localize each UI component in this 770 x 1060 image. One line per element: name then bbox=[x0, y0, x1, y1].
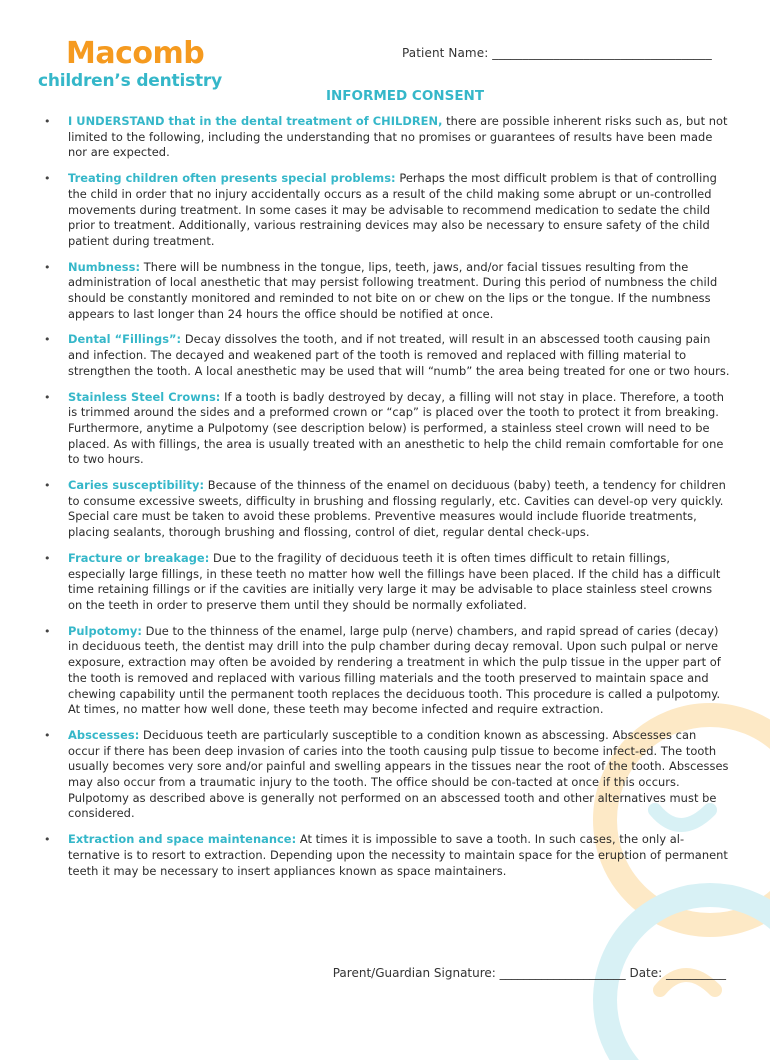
item-heading: Caries susceptibility: bbox=[68, 478, 205, 493]
bullet-icon: • bbox=[44, 333, 51, 347]
list-item bbox=[40, 390, 730, 469]
list-item bbox=[40, 551, 730, 614]
list-item bbox=[40, 171, 730, 250]
bullet-icon: • bbox=[44, 728, 51, 742]
item-heading: Stainless Steel Crowns: bbox=[68, 389, 221, 404]
item-body: If a tooth is badly destroyed by decay, a filling will not stay in place. Therefore, a tooth is trimmed around the sides and a preformed crown or “cap” is placed over the tooth to protect it from breaking. Furthermore, anytime a Pulpotomy (see description below) is performed, a stainless steel crown will need to be placed. As with fillings, the area is usually treated with an anesthetic to help the child remain comfortable for one to two hours. bbox=[68, 389, 725, 467]
document-title: INFORMED CONSENT bbox=[325, 88, 485, 104]
practice-logo bbox=[38, 38, 222, 92]
bullet-icon: • bbox=[44, 479, 51, 493]
list-item bbox=[40, 624, 730, 718]
item-heading: I UNDERSTAND that in the dental treatment of CHILDREN, bbox=[68, 114, 443, 128]
item-heading: Dental “Fillings”: bbox=[68, 332, 182, 347]
list-item bbox=[40, 332, 730, 379]
item-body: Due to the thinness of the enamel, large pulp (nerve) chambers, and rapid spread of caries (decay) in deciduous teeth, the dentist may drill into the pulp chamber during decay removal. Upon such pulpal or nerve exposure, extraction may often be avoided by rendering a treatment in which the pulp tissue in the upper part of the tooth is removed and replaced with various filling materials and the tooth preserved to maintain space and chewing capability until the permanent tooth replaces the deciduous tooth. This procedure is called a pulpotomy. At times, no matter how well done, these teeth may become infected and require extraction. bbox=[68, 623, 721, 717]
patient-name-field[interactable]: Patient Name: ____________________________________ bbox=[402, 46, 712, 60]
bullet-icon: • bbox=[44, 115, 51, 128]
list-item bbox=[40, 478, 730, 541]
item-heading: Abscesses: bbox=[68, 727, 140, 742]
bullet-icon: • bbox=[44, 390, 51, 404]
item-heading: Extraction and space maintenance: bbox=[68, 832, 297, 847]
item-heading: Pulpotomy: bbox=[68, 623, 142, 638]
item-body: there are possible inherent risks such as, but not limited to the following, including the understanding that no promises or guarantees of results have been made nor are expected. bbox=[68, 114, 728, 160]
list-item bbox=[40, 260, 730, 323]
list-item bbox=[40, 114, 730, 161]
item-body: There will be numbness in the tongue, lips, teeth, jaws, and/or facial tissues resulting from the administration of local anesthetic that may persist following treatment. During this period of numbness the child should be constantly monitored and reminded to not bite on or chew on the lips or the tongue. If the numbness appears to last longer than 24 hours the office should be notified at once. bbox=[68, 259, 718, 321]
logo-wordmark: Macomb bbox=[66, 36, 205, 71]
item-body: Because of the thinness of the enamel on deciduous (baby) teeth, a tendency for children to consume excessive sweets, difficulty in brushing and flossing regularly, etc. Cavities can devel-op very quickly. Special care must be taken to avoid these problems. Preventive measures would include fluoride treatments, placing sealants, thorough brushing and flossing, control of diet, regular dental check-ups. bbox=[68, 478, 726, 540]
item-body: Decay dissolves the tooth, and if not treated, will result in an abscessed tooth causing pain and infection. The decayed and weakened part of the tooth is removed and replaced with filling material to strengthen the tooth. A local anesthetic may be used that will “numb” the area being treated for one or two hours. bbox=[68, 332, 730, 378]
list-item bbox=[40, 728, 730, 822]
bullet-icon: • bbox=[44, 260, 51, 274]
consent-items-list bbox=[40, 114, 730, 879]
bullet-icon: • bbox=[44, 624, 51, 638]
list-item bbox=[40, 832, 730, 879]
bullet-icon: • bbox=[44, 172, 51, 186]
item-body: At times it is impossible to save a tooth. In such cases, the only al-ternative is to resort to extraction. Depending upon the necessity to maintain space for the eruption of permanent teeth it may be necessary to insert appliances known as space maintainers. bbox=[68, 832, 728, 878]
item-body: Deciduous teeth are particularly susceptible to a condition known as abscessing. Abscesses can occur if there has been deep invasion of caries into the tooth causing pulp tissue to become infect-ed. The tooth usually becomes very sore and/or painful and swelling appears in the tissues near the root of the tooth. Abscesses may also occur from a traumatic injury to the tooth. The office should be con-tacted at once if this occurs. Pulpotomy as described above is generally not performed on an abscessed tooth and other alternatives must be considered. bbox=[68, 727, 729, 821]
bullet-icon: • bbox=[44, 551, 51, 565]
logo-tagline: children’s dentistry bbox=[38, 71, 222, 91]
bullet-icon: • bbox=[44, 833, 51, 847]
item-body: Perhaps the most difficult problem is that of controlling the child in order that no injury accidentally occurs as a result of the child making some abrupt or un-controlled movements during treatment. In some cases it may be advisable to recommend medication to sedate the child prior to treatment. Additionally, various restraining devices may also be necessary to ensure safety of the child patient during treatment. bbox=[68, 171, 717, 248]
item-body: Due to the fragility of deciduous teeth it is often times difficult to retain fillings, especially large fillings, in these teeth no matter how well the fillings have been placed. If the child has a difficult time retaining fillings or if the cavities are initially very large it may be advisable to place stainless steel crowns on the teeth in order to preserve them until they should be normally exfoliated. bbox=[68, 550, 721, 612]
signature-line[interactable]: Parent/Guardian Signature: _____________________ Date: __________ bbox=[332, 966, 726, 980]
item-heading: Fracture or breakage: bbox=[68, 550, 210, 565]
item-heading: Numbness: bbox=[68, 259, 141, 274]
item-heading: Treating children often presents special problems: bbox=[68, 171, 396, 186]
